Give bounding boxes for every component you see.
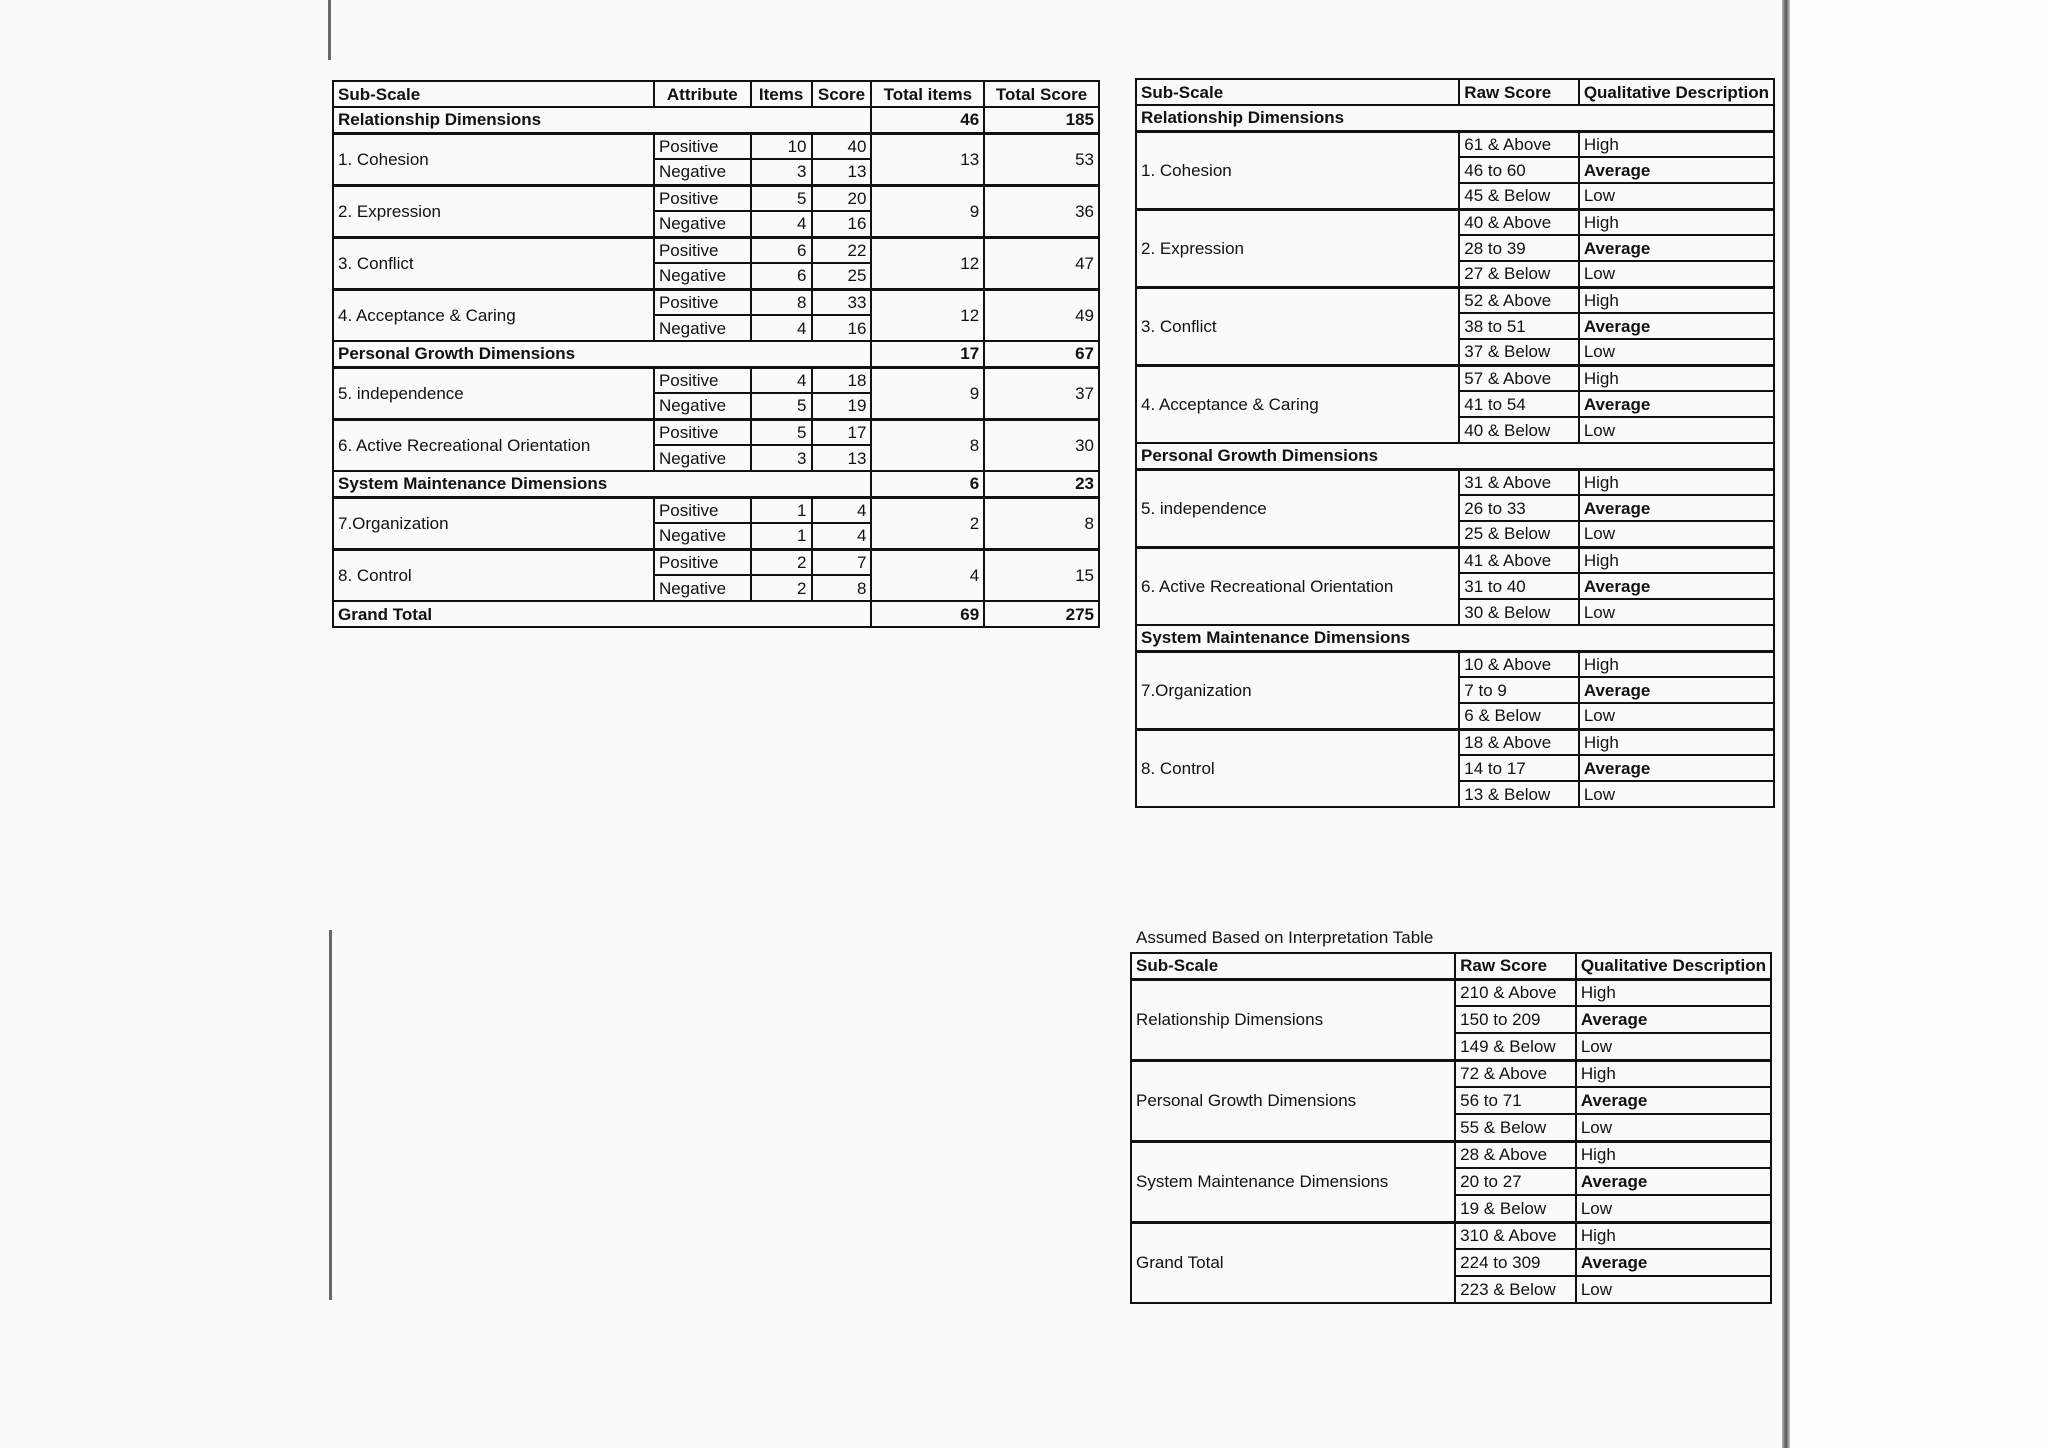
subscale-total-items: 12 (871, 237, 984, 289)
column-header: Qualitative Description (1576, 953, 1771, 979)
dimension-row (1136, 625, 1774, 651)
dimension-total-items: 6 (871, 471, 984, 497)
page-edge-shadow (1782, 0, 1790, 1448)
left-page-edge-bottom (329, 930, 332, 1300)
table-row (1131, 979, 1771, 1006)
raw-score-cell: 40 & Below (1459, 417, 1579, 443)
raw-score-cell: 56 to 71 (1455, 1087, 1576, 1114)
subscale-name: 8. Control (1136, 729, 1459, 807)
qualitative-description-cell: Low (1579, 521, 1774, 547)
qualitative-description-cell: High (1579, 287, 1774, 313)
qualitative-description-cell: Average (1579, 573, 1774, 599)
dimension-total-score: 67 (984, 341, 1099, 367)
table-row (1136, 547, 1774, 573)
items-cell: 5 (751, 419, 812, 445)
qualitative-description-cell: Low (1576, 1114, 1771, 1141)
header-row (1131, 953, 1771, 979)
table-row (1131, 1222, 1771, 1249)
raw-score-cell: 27 & Below (1459, 261, 1579, 287)
table-row (333, 289, 1099, 315)
subscale-total-items: 8 (871, 419, 984, 471)
qualitative-description-cell: Low (1579, 781, 1774, 807)
attribute-cell: Negative (654, 393, 751, 419)
items-cell: 1 (751, 523, 812, 549)
raw-score-cell: 149 & Below (1455, 1033, 1576, 1060)
dimension-interpretation-table (1130, 952, 1772, 1304)
raw-score-cell: 10 & Above (1459, 651, 1579, 677)
qualitative-description-cell: High (1579, 729, 1774, 755)
score-cell: 17 (812, 419, 872, 445)
subscale-total-items: 13 (871, 133, 984, 185)
subscale-interpretation-table (1135, 78, 1775, 808)
column-header: Raw Score (1455, 953, 1576, 979)
subscale-name: 1. Cohesion (333, 133, 654, 185)
subscale-name: 5. independence (333, 367, 654, 419)
attribute-cell: Positive (654, 497, 751, 523)
items-cell: 5 (751, 393, 812, 419)
subscale-name: 1. Cohesion (1136, 131, 1459, 209)
items-cell: 4 (751, 211, 812, 237)
table-row (333, 237, 1099, 263)
subscale-name: 6. Active Recreational Orientation (1136, 547, 1459, 625)
subscale-name: 2. Expression (333, 185, 654, 237)
qualitative-description-cell: Average (1576, 1249, 1771, 1276)
table-row (1136, 469, 1774, 495)
subscale-name: 6. Active Recreational Orientation (333, 419, 654, 471)
raw-score-cell: 25 & Below (1459, 521, 1579, 547)
qualitative-description-cell: Low (1579, 703, 1774, 729)
items-cell: 2 (751, 575, 812, 601)
raw-score-cell: 61 & Above (1459, 131, 1579, 157)
table-row (333, 133, 1099, 159)
raw-score-cell: 224 to 309 (1455, 1249, 1576, 1276)
dimension-total-score: 185 (984, 107, 1099, 133)
subscale-name: Relationship Dimensions (1131, 979, 1455, 1060)
attribute-cell: Negative (654, 315, 751, 341)
assumed-table-caption: Assumed Based on Interpretation Table (1136, 928, 1434, 947)
attribute-cell: Positive (654, 185, 751, 211)
dimension-name: System Maintenance Dimensions (333, 471, 871, 497)
items-cell: 8 (751, 289, 812, 315)
table-row (1131, 1060, 1771, 1087)
score-cell: 7 (812, 549, 872, 575)
subscale-total-items: 9 (871, 185, 984, 237)
dimension-row (333, 107, 1099, 133)
raw-score-cell: 6 & Below (1459, 703, 1579, 729)
items-cell: 4 (751, 367, 812, 393)
column-header: Sub-Scale (1136, 79, 1459, 105)
table-row (1136, 365, 1774, 391)
raw-score-cell: 40 & Above (1459, 209, 1579, 235)
subscale-total-score: 36 (984, 185, 1099, 237)
subscale-name: System Maintenance Dimensions (1131, 1141, 1455, 1222)
column-header: Attribute (654, 81, 751, 107)
column-header: Sub-Scale (333, 81, 654, 107)
header-row (333, 81, 1099, 107)
dimension-row (333, 341, 1099, 367)
qualitative-description-cell: Low (1576, 1195, 1771, 1222)
raw-score-cell: 28 & Above (1455, 1141, 1576, 1168)
attribute-cell: Positive (654, 367, 751, 393)
grand-total-score: 275 (984, 601, 1099, 627)
item-distribution-table-body (333, 81, 1099, 627)
subscale-name: 4. Acceptance & Caring (1136, 365, 1459, 443)
qualitative-description-cell: Low (1579, 339, 1774, 365)
qualitative-description-cell: Average (1576, 1006, 1771, 1033)
dimension-total-items: 46 (871, 107, 984, 133)
qualitative-description-cell: Average (1579, 157, 1774, 183)
item-distribution-table (332, 80, 1100, 628)
raw-score-cell: 310 & Above (1455, 1222, 1576, 1249)
grand-total-items: 69 (871, 601, 984, 627)
score-cell: 22 (812, 237, 872, 263)
table-row (333, 185, 1099, 211)
column-header: Items (751, 81, 812, 107)
qualitative-description-cell: Average (1579, 313, 1774, 339)
table-row (1136, 651, 1774, 677)
qualitative-description-cell: High (1576, 1222, 1771, 1249)
dimension-row (1136, 443, 1774, 469)
qualitative-description-cell: High (1576, 979, 1771, 1006)
raw-score-cell: 55 & Below (1455, 1114, 1576, 1141)
attribute-cell: Negative (654, 159, 751, 185)
score-cell: 20 (812, 185, 872, 211)
score-cell: 25 (812, 263, 872, 289)
raw-score-cell: 14 to 17 (1459, 755, 1579, 781)
raw-score-cell: 31 & Above (1459, 469, 1579, 495)
dimension-name: Personal Growth Dimensions (333, 341, 871, 367)
attribute-cell: Positive (654, 419, 751, 445)
column-header: Total items (871, 81, 984, 107)
attribute-cell: Positive (654, 549, 751, 575)
subscale-name: Grand Total (1131, 1222, 1455, 1303)
items-cell: 1 (751, 497, 812, 523)
attribute-cell: Negative (654, 211, 751, 237)
raw-score-cell: 18 & Above (1459, 729, 1579, 755)
subscale-name: 4. Acceptance & Caring (333, 289, 654, 341)
items-cell: 5 (751, 185, 812, 211)
qualitative-description-cell: High (1576, 1060, 1771, 1087)
qualitative-description-cell: Average (1579, 391, 1774, 417)
subscale-name: 2. Expression (1136, 209, 1459, 287)
table-row (1136, 209, 1774, 235)
items-cell: 2 (751, 549, 812, 575)
grand-total-row (333, 601, 1099, 627)
raw-score-cell: 19 & Below (1455, 1195, 1576, 1222)
qualitative-description-cell: Average (1579, 235, 1774, 261)
subscale-total-score: 8 (984, 497, 1099, 549)
subscale-total-items: 2 (871, 497, 984, 549)
qualitative-description-cell: Average (1579, 755, 1774, 781)
subscale-total-items: 4 (871, 549, 984, 601)
dimension-name: System Maintenance Dimensions (1136, 625, 1774, 651)
items-cell: 4 (751, 315, 812, 341)
subscale-total-score: 15 (984, 549, 1099, 601)
header-row (1136, 79, 1774, 105)
column-header: Score (812, 81, 872, 107)
score-cell: 13 (812, 159, 872, 185)
attribute-cell: Positive (654, 289, 751, 315)
raw-score-cell: 28 to 39 (1459, 235, 1579, 261)
table-row (333, 419, 1099, 445)
subscale-name: 7.Organization (1136, 651, 1459, 729)
raw-score-cell: 20 to 27 (1455, 1168, 1576, 1195)
subscale-name: 7.Organization (333, 497, 654, 549)
subscale-total-items: 9 (871, 367, 984, 419)
qualitative-description-cell: Average (1576, 1087, 1771, 1114)
left-page-edge-top (328, 0, 331, 60)
table-row (1136, 131, 1774, 157)
dimension-total-items: 17 (871, 341, 984, 367)
table-row (333, 367, 1099, 393)
score-cell: 8 (812, 575, 872, 601)
dimension-interpretation-table-body (1131, 953, 1771, 1303)
score-cell: 4 (812, 497, 872, 523)
qualitative-description-cell: Average (1579, 677, 1774, 703)
attribute-cell: Negative (654, 445, 751, 471)
subscale-total-score: 37 (984, 367, 1099, 419)
raw-score-cell: 37 & Below (1459, 339, 1579, 365)
subscale-total-score: 49 (984, 289, 1099, 341)
dimension-name: Relationship Dimensions (333, 107, 871, 133)
attribute-cell: Negative (654, 263, 751, 289)
table-row (333, 549, 1099, 575)
qualitative-description-cell: Average (1579, 495, 1774, 521)
subscale-interpretation-table-body (1136, 79, 1774, 807)
grand-total-label: Grand Total (333, 601, 871, 627)
dimension-name: Relationship Dimensions (1136, 105, 1774, 131)
score-cell: 33 (812, 289, 872, 315)
dimension-row (333, 471, 1099, 497)
subscale-name: 5. independence (1136, 469, 1459, 547)
qualitative-description-cell: High (1576, 1141, 1771, 1168)
table-row (333, 497, 1099, 523)
score-cell: 4 (812, 523, 872, 549)
subscale-total-score: 53 (984, 133, 1099, 185)
subscale-name: 3. Conflict (1136, 287, 1459, 365)
qualitative-description-cell: High (1579, 209, 1774, 235)
table-row (1136, 729, 1774, 755)
qualitative-description-cell: Low (1576, 1276, 1771, 1303)
attribute-cell: Positive (654, 237, 751, 263)
raw-score-cell: 41 to 54 (1459, 391, 1579, 417)
attribute-cell: Negative (654, 575, 751, 601)
qualitative-description-cell: High (1579, 131, 1774, 157)
raw-score-cell: 31 to 40 (1459, 573, 1579, 599)
qualitative-description-cell: Low (1576, 1033, 1771, 1060)
subscale-total-score: 30 (984, 419, 1099, 471)
dimension-total-score: 23 (984, 471, 1099, 497)
table-row (1136, 287, 1774, 313)
subscale-name: 8. Control (333, 549, 654, 601)
items-cell: 10 (751, 133, 812, 159)
background-beyond-page (1790, 0, 2048, 1448)
dimension-row (1136, 105, 1774, 131)
column-header: Raw Score (1459, 79, 1579, 105)
qualitative-description-cell: Low (1579, 417, 1774, 443)
column-header: Total Score (984, 81, 1099, 107)
raw-score-cell: 45 & Below (1459, 183, 1579, 209)
raw-score-cell: 7 to 9 (1459, 677, 1579, 703)
score-cell: 16 (812, 211, 872, 237)
raw-score-cell: 30 & Below (1459, 599, 1579, 625)
score-cell: 18 (812, 367, 872, 393)
score-cell: 16 (812, 315, 872, 341)
column-header: Qualitative Description (1579, 79, 1774, 105)
attribute-cell: Negative (654, 523, 751, 549)
attribute-cell: Positive (654, 133, 751, 159)
raw-score-cell: 57 & Above (1459, 365, 1579, 391)
subscale-name: Personal Growth Dimensions (1131, 1060, 1455, 1141)
qualitative-description-cell: Low (1579, 183, 1774, 209)
raw-score-cell: 210 & Above (1455, 979, 1576, 1006)
raw-score-cell: 41 & Above (1459, 547, 1579, 573)
items-cell: 6 (751, 237, 812, 263)
raw-score-cell: 46 to 60 (1459, 157, 1579, 183)
score-cell: 40 (812, 133, 872, 159)
raw-score-cell: 38 to 51 (1459, 313, 1579, 339)
subscale-total-items: 12 (871, 289, 984, 341)
raw-score-cell: 150 to 209 (1455, 1006, 1576, 1033)
qualitative-description-cell: Low (1579, 599, 1774, 625)
score-cell: 19 (812, 393, 872, 419)
raw-score-cell: 72 & Above (1455, 1060, 1576, 1087)
items-cell: 3 (751, 159, 812, 185)
qualitative-description-cell: High (1579, 651, 1774, 677)
raw-score-cell: 26 to 33 (1459, 495, 1579, 521)
raw-score-cell: 13 & Below (1459, 781, 1579, 807)
items-cell: 6 (751, 263, 812, 289)
items-cell: 3 (751, 445, 812, 471)
subscale-total-score: 47 (984, 237, 1099, 289)
qualitative-description-cell: High (1579, 547, 1774, 573)
qualitative-description-cell: Average (1576, 1168, 1771, 1195)
subscale-name: 3. Conflict (333, 237, 654, 289)
column-header: Sub-Scale (1131, 953, 1455, 979)
qualitative-description-cell: Low (1579, 261, 1774, 287)
table-row (1131, 1141, 1771, 1168)
dimension-name: Personal Growth Dimensions (1136, 443, 1774, 469)
score-cell: 13 (812, 445, 872, 471)
raw-score-cell: 223 & Below (1455, 1276, 1576, 1303)
qualitative-description-cell: High (1579, 365, 1774, 391)
qualitative-description-cell: High (1579, 469, 1774, 495)
raw-score-cell: 52 & Above (1459, 287, 1579, 313)
